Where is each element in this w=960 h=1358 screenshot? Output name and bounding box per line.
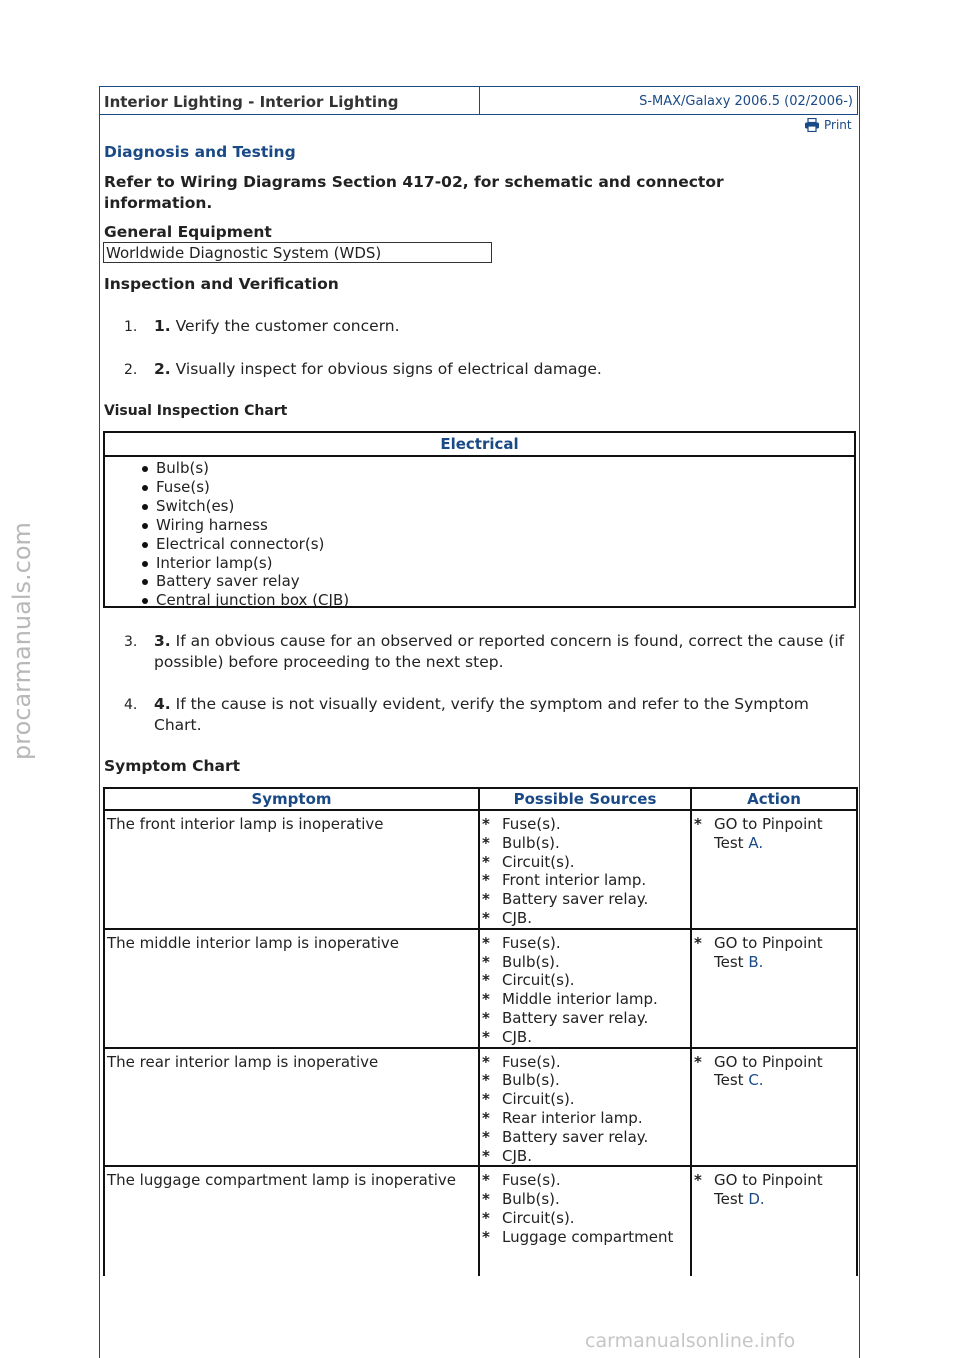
action-cell [691, 1166, 857, 1276]
intro-text: Refer to Wiring Diagrams Section 417-02, for schematic and connector information. [104, 173, 724, 212]
source-item: * Fuse(s). [482, 1053, 690, 1072]
source-item: * Circuit(s). [482, 853, 690, 872]
visual-inspection-table [103, 431, 856, 608]
list-item: Electrical connector(s) [156, 535, 854, 554]
model-label: S-MAX/Galaxy 2006.5 (02/2006-) [639, 94, 853, 109]
step-number: 4. [124, 697, 138, 713]
sources-cell [479, 929, 691, 1048]
action-item: * GO to Pinpoint Test B. [694, 934, 834, 972]
action-item: * GO to Pinpoint Test D. [694, 1171, 834, 1209]
source-item: * CJB. [482, 909, 690, 928]
table-row [104, 810, 857, 929]
side-watermark: procarmanuals.com [8, 522, 36, 760]
source-item: * Fuse(s). [482, 934, 690, 953]
step-number: 2. [124, 362, 138, 378]
list-item: Interior lamp(s) [156, 554, 854, 573]
source-item: * Bulb(s). [482, 834, 690, 853]
action-cell [691, 929, 857, 1048]
printer-icon [804, 118, 820, 132]
step-number: 3. [124, 634, 138, 650]
action-cell [691, 1048, 857, 1167]
symptom-cell: The middle interior lamp is inoperative [104, 929, 479, 1048]
list-item: Wiring harness [156, 516, 854, 535]
column-header: Action [691, 788, 857, 810]
pinpoint-test-link[interactable]: C. [748, 1071, 764, 1090]
bottom-watermark: carmanualsonline.info [585, 1330, 796, 1352]
source-item: * Bulb(s). [482, 953, 690, 972]
source-item: * Battery saver relay. [482, 890, 690, 909]
list-item: Fuse(s) [156, 478, 854, 497]
source-item: * Battery saver relay. [482, 1009, 690, 1028]
visual-chart-title: Visual Inspection Chart [104, 403, 288, 419]
page-title: Interior Lighting - Interior Lighting [100, 87, 480, 114]
step-number: 1. [124, 319, 138, 335]
list-item: Central junction box (CJB) [156, 591, 854, 610]
step-text: 4. If the cause is not visually evident, verify the symptom and refer to the Symptom Chart. [154, 695, 809, 734]
source-item: * CJB. [482, 1028, 690, 1047]
table-row [104, 1166, 857, 1276]
source-item: * Front interior lamp. [482, 871, 690, 890]
sources-cell [479, 1166, 691, 1276]
inspection-heading: Inspection and Verification [104, 275, 339, 293]
visual-table-header: Electrical [105, 433, 854, 457]
table-header-row [104, 788, 857, 810]
list-item: Battery saver relay [156, 572, 854, 591]
general-equipment-heading: General Equipment [104, 223, 272, 241]
column-header: Possible Sources [479, 788, 691, 810]
list-item: Switch(es) [156, 497, 854, 516]
step-text: 1. Verify the customer concern. [154, 317, 400, 335]
symptom-cell: The luggage compartment lamp is inoperative [104, 1166, 479, 1276]
source-item: * Fuse(s). [482, 815, 690, 834]
symptom-table [103, 787, 858, 1276]
pinpoint-test-link[interactable]: D. [748, 1190, 765, 1209]
step-text: 2. Visually inspect for obvious signs of electrical damage. [154, 360, 602, 378]
action-cell [691, 810, 857, 929]
symptom-chart-title: Symptom Chart [104, 757, 241, 775]
list-item: Bulb(s) [156, 459, 854, 478]
pinpoint-test-link[interactable]: B. [748, 952, 764, 971]
equipment-item: Worldwide Diagnostic System (WDS) [103, 242, 492, 263]
print-label[interactable]: Print [824, 118, 852, 132]
column-header: Symptom [104, 788, 479, 810]
source-item: * Circuit(s). [482, 971, 690, 990]
source-item: * Circuit(s). [482, 1209, 690, 1228]
source-item: * Luggage compartment [482, 1228, 690, 1247]
print-button[interactable] [804, 118, 852, 132]
source-item: * Bulb(s). [482, 1071, 690, 1090]
source-item: * CJB. [482, 1147, 690, 1166]
table-row [104, 1048, 857, 1167]
symptom-cell: The rear interior lamp is inoperative [104, 1048, 479, 1167]
source-item: * Middle interior lamp. [482, 990, 690, 1009]
sources-cell [479, 1048, 691, 1167]
source-item: * Fuse(s). [482, 1171, 690, 1190]
symptom-cell: The front interior lamp is inoperative [104, 810, 479, 929]
section-title: Diagnosis and Testing [104, 143, 296, 161]
action-item: * GO to Pinpoint Test C. [694, 1053, 834, 1091]
source-item: * Circuit(s). [482, 1090, 690, 1109]
action-item: * GO to Pinpoint Test A. [694, 815, 834, 853]
step-text: 3. If an obvious cause for an observed or reported concern is found, correct the cause (if possible) before proceeding to the next step. [154, 632, 845, 671]
source-item: * Rear interior lamp. [482, 1109, 690, 1128]
sources-cell [479, 810, 691, 929]
page-header [99, 86, 858, 115]
source-item: * Battery saver relay. [482, 1128, 690, 1147]
source-item: * Bulb(s). [482, 1190, 690, 1209]
pinpoint-test-link[interactable]: A. [748, 833, 764, 852]
table-row [104, 929, 857, 1048]
